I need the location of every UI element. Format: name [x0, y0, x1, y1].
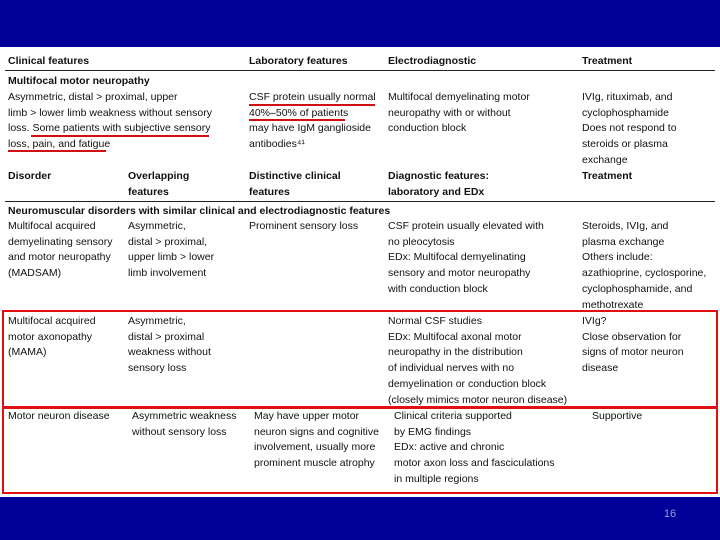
- mmn-electro-line: conduction block: [388, 122, 467, 135]
- madsam-treatment-line: cyclophosphamide, and: [582, 282, 693, 295]
- mmn-lab-line: may have IgM ganglioside: [249, 122, 371, 135]
- mama-treatment-line: IVIg?: [582, 315, 607, 327]
- header-overlapping-line: features: [128, 185, 169, 198]
- mama-diagnostic-line: EDx: Multifocal axonal motor: [388, 330, 522, 343]
- madsam-overlapping-line: upper limb > lower: [128, 251, 215, 264]
- mnd-disorder: Motor neuron disease: [8, 410, 110, 422]
- mmn-electro-line: neuropathy with or without: [388, 106, 511, 119]
- mnd-overlapping-line: Asymmetric weakness: [132, 410, 237, 422]
- madsam-distinctive: Prominent sensory loss: [249, 220, 359, 232]
- divider: [5, 70, 715, 71]
- madsam-treatment-line: Others include:: [582, 251, 653, 264]
- header-disorder: Disorder: [8, 170, 52, 182]
- header-electro: Electrodiagnostic: [388, 55, 477, 67]
- mama-diagnostic-line: demyelination or conduction block: [388, 377, 547, 390]
- mama-disorder-line: (MAMA): [8, 346, 47, 359]
- mmn-lab-line: antibodies⁴¹: [249, 138, 305, 151]
- section-title: Neuromuscular disorders with similar clinical and electrodiagnostic features: [8, 205, 391, 217]
- madsam-diagnostic-line: with conduction block: [388, 282, 488, 295]
- madsam-overlapping-line: distal > proximal,: [128, 235, 208, 248]
- madsam-diagnostic-line: CSF protein usually elevated with: [388, 220, 544, 232]
- mnd-distinctive-line: prominent muscle atrophy: [254, 457, 375, 470]
- mnd-diagnostic-line: in multiple regions: [394, 472, 479, 485]
- mama-overlapping-line: sensory loss: [128, 362, 187, 375]
- header-overlapping-line: Overlapping: [128, 170, 190, 182]
- header-clinical: Clinical features: [8, 55, 90, 67]
- mnd-overlapping-line: without sensory loss: [132, 425, 227, 438]
- page-number: 16: [663, 508, 677, 520]
- mmn-clinical-line: Asymmetric, distal > proximal, upper: [8, 91, 178, 103]
- madsam-disorder-line: (MADSAM): [8, 267, 62, 280]
- mama-diagnostic-line: Normal CSF studies: [388, 315, 482, 327]
- highlight-underline: [31, 135, 209, 137]
- header-laboratory: Laboratory features: [249, 55, 348, 67]
- mama-treatment-line: signs of motor neuron: [582, 346, 684, 359]
- mama-overlapping-line: Asymmetric,: [128, 315, 186, 327]
- madsam-treatment-line: methotrexate: [582, 298, 644, 311]
- mama-diagnostic-line: neuropathy in the distribution: [388, 346, 523, 359]
- mmn-lab-line: CSF protein usually normal: [249, 91, 376, 103]
- mama-diagnostic-line: of individual nerves with no: [388, 362, 515, 375]
- mama-diagnostic-line: (closely mimics motor neuron disease): [388, 393, 568, 406]
- madsam-disorder-line: demyelinating sensory: [8, 235, 113, 248]
- madsam-diagnostic-line: no pleocytosis: [388, 235, 455, 248]
- mmn-treatment-line: cyclophosphamide: [582, 106, 669, 119]
- mama-disorder-line: motor axonopathy: [8, 330, 93, 343]
- mmn-title: Multifocal motor neuropathy: [8, 75, 150, 87]
- mmn-treatment-line: steroids or plasma: [582, 138, 668, 151]
- mama-disorder-line: Multifocal acquired: [8, 315, 96, 327]
- mmn-lab-line: 40%–50% of patients: [249, 106, 349, 119]
- highlight-underline: [249, 119, 345, 121]
- mama-overlapping-line: weakness without: [128, 346, 211, 359]
- mnd-treatment: Supportive: [592, 410, 643, 422]
- mnd-distinctive-line: neuron signs and cognitive: [254, 425, 379, 438]
- header-distinctive-line: features: [249, 185, 290, 198]
- madsam-disorder-line: and motor neuropathy: [8, 251, 111, 264]
- mmn-treatment-line: IVIg, rituximab, and: [582, 91, 673, 103]
- mnd-diagnostic-line: by EMG findings: [394, 425, 472, 438]
- mama-treatment-line: Close observation for: [582, 330, 682, 343]
- madsam-overlapping-line: Asymmetric,: [128, 220, 186, 232]
- mmn-electro-line: Multifocal demyelinating motor: [388, 91, 530, 103]
- madsam-diagnostic-line: EDx: Multifocal demyelinating: [388, 251, 526, 264]
- mnd-distinctive-line: May have upper motor: [254, 410, 360, 422]
- madsam-overlapping-line: limb involvement: [128, 267, 207, 280]
- divider: [5, 201, 715, 202]
- mnd-diagnostic-line: motor axon loss and fasciculations: [394, 457, 555, 470]
- header-treatment: Treatment: [582, 55, 633, 67]
- madsam-diagnostic-line: sensory and motor neuropathy: [388, 267, 531, 280]
- mama-overlapping-line: distal > proximal: [128, 330, 205, 343]
- mmn-treatment-line: exchange: [582, 153, 628, 166]
- mmn-treatment-line: Does not respond to: [582, 122, 677, 135]
- header-diagnostic-line: Diagnostic features:: [388, 170, 489, 182]
- mmn-clinical-line: loss, pain, and fatigue: [8, 138, 111, 151]
- mmn-clinical-line: limb > lower limb weakness without sensory: [8, 106, 212, 119]
- madsam-treatment-line: plasma exchange: [582, 235, 665, 248]
- madsam-treatment-line: azathioprine, cyclosporine,: [582, 267, 707, 280]
- header2-treatment: Treatment: [582, 170, 633, 182]
- highlight-underline: [8, 150, 106, 152]
- header-diagnostic-line: laboratory and EDx: [388, 185, 485, 198]
- header-distinctive-line: Distinctive clinical: [249, 170, 341, 182]
- highlight-underline: [249, 104, 375, 106]
- mnd-distinctive-line: involvement, usually more: [254, 441, 376, 454]
- mnd-diagnostic-line: EDx: active and chronic: [394, 441, 505, 454]
- mama-treatment-line: disease: [582, 362, 619, 375]
- mmn-clinical-line: loss. Some patients with subjective sensory: [8, 122, 211, 135]
- madsam-treatment-line: Steroids, IVIg, and: [582, 220, 669, 232]
- mnd-diagnostic-line: Clinical criteria supported: [394, 410, 512, 422]
- madsam-disorder-line: Multifocal acquired: [8, 220, 96, 232]
